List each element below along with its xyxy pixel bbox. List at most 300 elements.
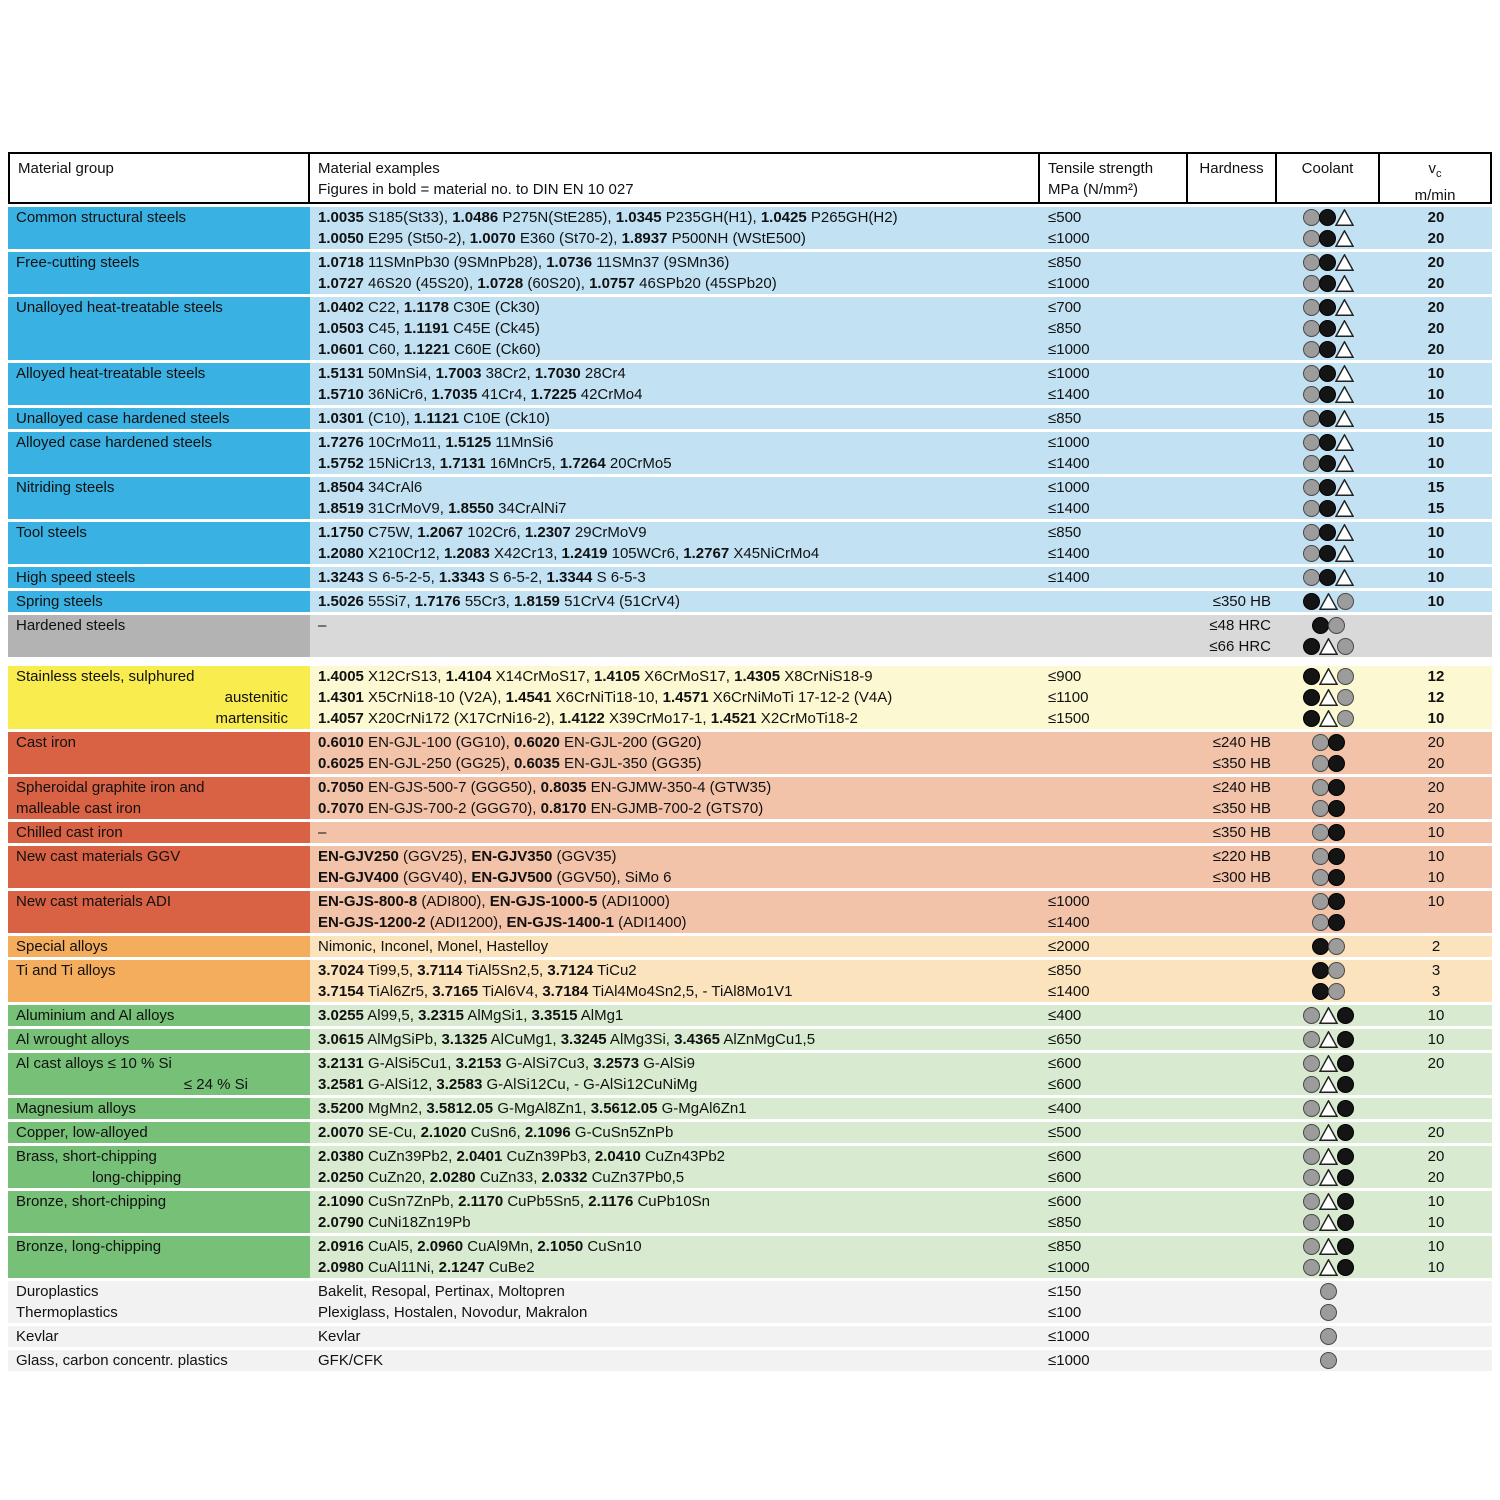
material-group-rows: [310, 960, 1492, 1002]
material-group-label: [8, 1326, 310, 1347]
coolant-cell: [1277, 320, 1380, 337]
black-circle-icon: [1312, 617, 1329, 634]
material-group-rows: [310, 1326, 1492, 1347]
black-circle-icon: [1328, 779, 1345, 796]
gray-circle-icon: [1337, 638, 1354, 655]
black-circle-icon: [1337, 1007, 1354, 1024]
gray-circle-icon: [1337, 689, 1354, 706]
header-material-examples-line2: Figures in bold = material no. to DIN EN 10 027: [318, 181, 634, 198]
tensile-strength-cell: ≤650: [1048, 1031, 1082, 1048]
table-row: [310, 666, 1492, 687]
vc-cell: 3: [1431, 983, 1441, 1000]
black-circle-icon: [1312, 938, 1329, 955]
material-group-label: [8, 732, 310, 774]
table-row: [310, 408, 1492, 429]
material-examples-cell: 3.0255 Al99,5, 3.2315 AlMgSi1, 3.3515 AlMg1: [318, 1007, 624, 1024]
tensile-strength-cell: ≤1400: [1048, 914, 1090, 931]
coolant-cell: [1277, 593, 1380, 610]
coolant-cell: [1277, 1169, 1380, 1186]
gray-circle-icon: [1328, 617, 1345, 634]
coolant-cell: [1277, 254, 1380, 271]
material-group: [8, 1191, 1492, 1233]
tensile-strength-cell: ≤500: [1048, 1124, 1082, 1141]
tensile-strength-cell: ≤600: [1048, 1148, 1082, 1165]
material-group-label: [8, 477, 310, 519]
material-group-rows: [310, 1281, 1492, 1323]
table-row: [310, 615, 1492, 636]
coolant-cell: [1277, 410, 1380, 427]
vc-cell: 20: [1427, 275, 1445, 292]
header-vc: [1380, 152, 1492, 204]
table-row: [310, 1053, 1492, 1074]
material-group: [8, 1005, 1492, 1026]
coolant-cell: [1277, 479, 1380, 496]
material-examples-cell: 3.5200 MgMn2, 3.5812.05 G-MgAl8Zn1, 3.5612.05 G-MgAl6Zn1: [318, 1100, 747, 1117]
material-examples-cell: Plexiglass, Hostalen, Novodur, Makralon: [318, 1304, 588, 1321]
material-group-label-line: Special alloys: [16, 938, 108, 955]
coolant-cell: [1277, 848, 1380, 865]
table-row: [310, 339, 1492, 360]
material-group-label: [8, 1098, 310, 1119]
gray-circle-icon: [1312, 869, 1329, 886]
black-circle-icon: [1328, 914, 1345, 931]
black-circle-icon: [1319, 455, 1336, 472]
vc-cell: 10: [1427, 1214, 1445, 1231]
material-examples-cell: 2.0980 CuAl11Ni, 2.1247 CuBe2: [318, 1259, 535, 1276]
gray-circle-icon: [1328, 983, 1345, 1000]
vc-cell: 20: [1427, 734, 1445, 751]
material-group: [8, 846, 1492, 888]
material-group-rows: [310, 363, 1492, 405]
triangle-icon: [1335, 500, 1354, 517]
gray-circle-icon: [1303, 1148, 1320, 1165]
vc-cell: 3: [1431, 962, 1441, 979]
triangle-icon: [1335, 386, 1354, 403]
tensile-strength-cell: ≤1000: [1048, 341, 1090, 358]
material-group-label-line: Aluminium and Al alloys: [16, 1007, 175, 1024]
material-group-label-line: Spheroidal graphite iron and: [16, 779, 205, 796]
material-group-label-line: malleable cast iron: [16, 800, 142, 817]
material-group-rows: [310, 1236, 1492, 1278]
tensile-strength-cell: ≤1000: [1048, 275, 1090, 292]
hardness-cell: ≤300 HB: [1212, 869, 1271, 886]
vc-cell: 20: [1427, 254, 1445, 271]
vc-cell: 20: [1427, 1148, 1445, 1165]
black-circle-icon: [1328, 848, 1345, 865]
table-row: [310, 432, 1492, 453]
material-group-rows: [310, 846, 1492, 888]
tensile-strength-cell: ≤2000: [1048, 938, 1090, 955]
material-group-label: [8, 666, 310, 729]
hardness-cell: ≤350 HB: [1212, 800, 1271, 817]
black-circle-icon: [1328, 755, 1345, 772]
vc-cell: 10: [1427, 593, 1445, 610]
triangle-icon: [1319, 1100, 1338, 1117]
black-circle-icon: [1337, 1031, 1354, 1048]
material-group-label-line: Copper, low-alloyed: [16, 1124, 148, 1141]
tensile-strength-cell: ≤1400: [1048, 983, 1090, 1000]
material-group-label-line: ≤ 24 % Si: [183, 1076, 248, 1093]
hardness-cell: ≤350 HB: [1212, 755, 1271, 772]
material-group-label-line: Bronze, long-chipping: [16, 1238, 162, 1255]
table-row: [310, 543, 1492, 564]
material-group-label-line: Unalloyed case hardened steels: [16, 410, 230, 427]
coolant-cell: [1277, 800, 1380, 817]
table-row: [310, 498, 1492, 519]
material-group-rows: [310, 936, 1492, 957]
vc-cell: 20: [1427, 320, 1445, 337]
triangle-icon: [1319, 593, 1338, 610]
tensile-strength-cell: ≤100: [1048, 1304, 1082, 1321]
table-row: [310, 867, 1492, 888]
material-group-label: [8, 1191, 310, 1233]
coolant-cell: [1277, 668, 1380, 685]
triangle-icon: [1335, 365, 1354, 382]
black-circle-icon: [1319, 569, 1336, 586]
hardness-cell: ≤48 HRC: [1209, 617, 1271, 634]
gray-circle-icon: [1337, 710, 1354, 727]
material-examples-cell: EN-GJS-800-8 (ADI800), EN-GJS-1000-5 (ADI1000): [318, 893, 670, 910]
header-coolant-label: Coolant: [1301, 160, 1354, 177]
material-group-label-line: long-chipping: [92, 1169, 182, 1186]
material-group-label-line: Alloyed heat-treatable steels: [16, 365, 206, 382]
hardness-cell: ≤66 HRC: [1209, 638, 1271, 655]
table-row: [310, 207, 1492, 228]
material-group: [8, 408, 1492, 429]
coolant-cell: [1277, 1193, 1380, 1210]
coolant-cell: [1277, 893, 1380, 910]
triangle-icon: [1319, 668, 1338, 685]
triangle-icon: [1335, 434, 1354, 451]
table-row: [310, 732, 1492, 753]
table-row: [310, 273, 1492, 294]
table-row: [310, 1191, 1492, 1212]
material-group-label: [8, 846, 310, 888]
header-material-examples: [310, 152, 1040, 204]
triangle-icon: [1335, 569, 1354, 586]
gray-circle-icon: [1303, 386, 1320, 403]
material-group: [8, 1122, 1492, 1143]
material-group: [8, 252, 1492, 294]
material-group-label-line: Magnesium alloys: [16, 1100, 137, 1117]
vc-cell: 20: [1427, 1169, 1445, 1186]
material-group-label-line: Duroplastics: [16, 1283, 99, 1300]
coolant-cell: [1277, 341, 1380, 358]
material-examples-cell: 1.2080 X210Cr12, 1.2083 X42Cr13, 1.2419 105WCr6, 1.2767 X45NiCrMo4: [318, 545, 820, 562]
gray-circle-icon: [1303, 1238, 1320, 1255]
material-group-label-line: austenitic: [224, 689, 288, 706]
material-examples-cell: 1.5131 50MnSi4, 1.7003 38Cr2, 1.7030 28Cr4: [318, 365, 626, 382]
triangle-icon: [1335, 230, 1354, 247]
black-circle-icon: [1337, 1076, 1354, 1093]
gray-circle-icon: [1303, 341, 1320, 358]
table-row: [310, 960, 1492, 981]
gray-circle-icon: [1303, 254, 1320, 271]
gray-circle-icon: [1337, 593, 1354, 610]
gray-circle-icon: [1303, 1076, 1320, 1093]
triangle-icon: [1319, 1259, 1338, 1276]
header-tensile-strength: [1040, 152, 1188, 204]
tensile-strength-cell: ≤1000: [1048, 434, 1090, 451]
tensile-strength-cell: ≤850: [1048, 320, 1082, 337]
material-examples-cell: 1.4005 X12CrS13, 1.4104 X14CrMoS17, 1.4105 X6CrMoS17, 1.4305 X8CrNiS18-9: [318, 668, 873, 685]
black-circle-icon: [1319, 341, 1336, 358]
hardness-cell: ≤350 HB: [1212, 824, 1271, 841]
coolant-cell: [1277, 1031, 1380, 1048]
table-row: [310, 1029, 1492, 1050]
vc-cell: 15: [1427, 500, 1445, 517]
material-group-label: [8, 522, 310, 564]
header-material-group: [8, 152, 310, 204]
table-row: [310, 687, 1492, 708]
material-group-label: [8, 1236, 310, 1278]
material-group-label-line: Al wrought alloys: [16, 1031, 130, 1048]
triangle-icon: [1319, 1148, 1338, 1165]
material-group-label-line: Nitriding steels: [16, 479, 115, 496]
table-row: [310, 1146, 1492, 1167]
material-group-label-line: Hardened steels: [16, 617, 126, 634]
header-material-group-label: Material group: [18, 160, 114, 177]
material-examples-cell: 1.0035 S185(St33), 1.0486 P275N(StE285), 1.0345 P235GH(H1), 1.0425 P265GH(H2): [318, 209, 898, 226]
tensile-strength-cell: ≤600: [1048, 1055, 1082, 1072]
material-group-rows: [310, 1122, 1492, 1143]
material-group: [8, 936, 1492, 957]
material-group-label: [8, 891, 310, 933]
tensile-strength-cell: ≤1400: [1048, 545, 1090, 562]
material-examples-cell: 1.5026 55Si7, 1.7176 55Cr3, 1.8159 51CrV4 (51CrV4): [318, 593, 680, 610]
coolant-cell: [1277, 734, 1380, 751]
material-examples-cell: 1.3243 S 6-5-2-5, 1.3343 S 6-5-2, 1.3344 S 6-5-3: [318, 569, 646, 586]
material-group-label-line: Stainless steels, sulphured: [16, 668, 195, 685]
table-row: [310, 1350, 1492, 1371]
material-examples-cell: EN-GJV250 (GGV25), EN-GJV350 (GGV35): [318, 848, 617, 865]
table-row: [310, 522, 1492, 543]
coolant-cell: [1277, 1304, 1380, 1321]
gray-circle-icon: [1312, 779, 1329, 796]
material-group: [8, 1236, 1492, 1278]
black-circle-icon: [1303, 710, 1320, 727]
coolant-cell: [1277, 938, 1380, 955]
triangle-icon: [1335, 209, 1354, 226]
material-group-label-line: Cast iron: [16, 734, 77, 751]
material-group: [8, 1281, 1492, 1323]
vc-cell: 10: [1427, 1238, 1445, 1255]
header-coolant: [1277, 152, 1380, 204]
hardness-cell: ≤240 HB: [1212, 734, 1271, 751]
coolant-cell: [1277, 500, 1380, 517]
material-group-rows: [310, 522, 1492, 564]
material-group-rows: [310, 297, 1492, 360]
material-group: [8, 1029, 1492, 1050]
black-circle-icon: [1337, 1124, 1354, 1141]
material-group: [8, 522, 1492, 564]
tensile-strength-cell: ≤1000: [1048, 893, 1090, 910]
table-row: [310, 477, 1492, 498]
tensile-strength-cell: ≤900: [1048, 668, 1082, 685]
header-hardness: [1188, 152, 1277, 204]
material-group-label: [8, 1281, 310, 1323]
tensile-strength-cell: ≤1000: [1048, 1352, 1090, 1369]
material-group-label: [8, 936, 310, 957]
triangle-icon: [1335, 275, 1354, 292]
coolant-cell: [1277, 779, 1380, 796]
gray-circle-icon: [1303, 1055, 1320, 1072]
triangle-icon: [1319, 1124, 1338, 1141]
material-examples-cell: 1.5752 15NiCr13, 1.7131 16MnCr5, 1.7264 20CrMo5: [318, 455, 672, 472]
table-row: [310, 636, 1492, 657]
table-row: [310, 1236, 1492, 1257]
gray-circle-icon: [1328, 938, 1345, 955]
table-row: [310, 1005, 1492, 1026]
black-circle-icon: [1328, 869, 1345, 886]
coolant-cell: [1277, 689, 1380, 706]
coolant-cell: [1277, 569, 1380, 586]
material-group-rows: [310, 1350, 1492, 1371]
gray-circle-icon: [1320, 1352, 1337, 1369]
gray-circle-icon: [1303, 455, 1320, 472]
material-examples-cell: –: [318, 824, 327, 841]
tensile-strength-cell: ≤1400: [1048, 386, 1090, 403]
vc-cell: 10: [1427, 893, 1445, 910]
tensile-strength-cell: ≤850: [1048, 962, 1082, 979]
gray-circle-icon: [1312, 755, 1329, 772]
material-group: [8, 297, 1492, 360]
black-circle-icon: [1319, 434, 1336, 451]
table-row: [310, 936, 1492, 957]
table-header: [8, 152, 1492, 204]
material-group-label: [8, 822, 310, 843]
gray-circle-icon: [1320, 1304, 1337, 1321]
black-circle-icon: [1312, 962, 1329, 979]
material-group-rows: [310, 207, 1492, 249]
table-row: [310, 318, 1492, 339]
black-circle-icon: [1328, 800, 1345, 817]
coolant-cell: [1277, 1100, 1380, 1117]
gray-circle-icon: [1303, 1031, 1320, 1048]
tensile-strength-cell: ≤600: [1048, 1193, 1082, 1210]
material-group-label-line: Ti and Ti alloys: [16, 962, 116, 979]
table-row: [310, 822, 1492, 843]
vc-cell: 10: [1427, 710, 1445, 727]
gray-circle-icon: [1303, 1214, 1320, 1231]
gray-circle-icon: [1303, 209, 1320, 226]
gray-circle-icon: [1312, 914, 1329, 931]
gray-circle-icon: [1303, 275, 1320, 292]
black-circle-icon: [1337, 1193, 1354, 1210]
vc-cell: 15: [1427, 479, 1445, 496]
table-row: [310, 1074, 1492, 1095]
vc-cell: 20: [1427, 1124, 1445, 1141]
material-examples-cell: 1.0718 11SMnPb30 (9SMnPb28), 1.0736 11SMn37 (9SMn36): [318, 254, 730, 271]
material-group-label-line: Spring steels: [16, 593, 103, 610]
gray-circle-icon: [1312, 734, 1329, 751]
table-row: [310, 567, 1492, 588]
material-examples-cell: Bakelit, Resopal, Pertinax, Moltopren: [318, 1283, 565, 1300]
material-group-label: [8, 408, 310, 429]
vc-cell: 10: [1427, 824, 1445, 841]
material-group-label-line: Common structural steels: [16, 209, 187, 226]
vc-cell: 20: [1427, 800, 1445, 817]
hardness-cell: ≤240 HB: [1212, 779, 1271, 796]
material-group: [8, 822, 1492, 843]
material-group-rows: [310, 1098, 1492, 1119]
material-group: [8, 666, 1492, 729]
black-circle-icon: [1303, 689, 1320, 706]
material-group-rows: [310, 1005, 1492, 1026]
table-row: [310, 453, 1492, 474]
triangle-icon: [1319, 1055, 1338, 1072]
material-group-label-line: Al cast alloys ≤ 10 % Si: [16, 1055, 172, 1072]
coolant-cell: [1277, 524, 1380, 541]
material-group-label: [8, 252, 310, 294]
triangle-icon: [1319, 1031, 1338, 1048]
coolant-cell: [1277, 1076, 1380, 1093]
material-examples-cell: 1.0601 C60, 1.1221 C60E (Ck60): [318, 341, 541, 358]
material-group-rows: [310, 432, 1492, 474]
vc-cell: 20: [1427, 779, 1445, 796]
vc-cell: 20: [1427, 209, 1445, 226]
material-examples-cell: EN-GJV400 (GGV40), EN-GJV500 (GGV50), SiMo 6: [318, 869, 672, 886]
black-circle-icon: [1328, 734, 1345, 751]
material-group-rows: [310, 1029, 1492, 1050]
material-examples-cell: –: [318, 617, 327, 634]
triangle-icon: [1335, 320, 1354, 337]
black-circle-icon: [1319, 410, 1336, 427]
coolant-cell: [1277, 824, 1380, 841]
coolant-cell: [1277, 1148, 1380, 1165]
gray-circle-icon: [1312, 893, 1329, 910]
triangle-icon: [1335, 299, 1354, 316]
material-examples-cell: 1.8504 34CrAl6: [318, 479, 423, 496]
material-group-label-line: Free-cutting steels: [16, 254, 140, 271]
black-circle-icon: [1319, 365, 1336, 382]
table-row: [310, 1212, 1492, 1233]
vc-cell: 20: [1427, 341, 1445, 358]
tensile-strength-cell: ≤600: [1048, 1076, 1082, 1093]
table-row: [310, 1167, 1492, 1188]
material-group: [8, 1350, 1492, 1371]
table-row: [310, 891, 1492, 912]
triangle-icon: [1319, 1193, 1338, 1210]
vc-cell: 10: [1427, 1007, 1445, 1024]
material-group-label: [8, 777, 310, 819]
vc-cell: 10: [1427, 386, 1445, 403]
material-group-label-line: New cast materials ADI: [16, 893, 172, 910]
material-group-rows: [310, 1146, 1492, 1188]
table-row: [310, 252, 1492, 273]
material-group-rows: [310, 591, 1492, 612]
material-examples-cell: 3.2131 G-AlSi5Cu1, 3.2153 G-AlSi7Cu3, 3.2573 G-AlSi9: [318, 1055, 695, 1072]
coolant-cell: [1277, 638, 1380, 655]
material-examples-cell: 2.0790 CuNi18Zn19Pb: [318, 1214, 471, 1231]
vc-cell: 12: [1427, 689, 1445, 706]
table-row: [310, 1257, 1492, 1278]
material-group-label-line: Glass, carbon concentr. plastics: [16, 1352, 228, 1369]
material-examples-cell: 2.0070 SE-Cu, 2.1020 CuSn6, 2.1096 G-CuSn5ZnPb: [318, 1124, 674, 1141]
table-row: [310, 297, 1492, 318]
triangle-icon: [1335, 524, 1354, 541]
material-group-rows: [310, 891, 1492, 933]
coolant-cell: [1277, 1259, 1380, 1276]
material-group-label-line: Thermoplastics: [16, 1304, 118, 1321]
material-examples-cell: 1.0301 (C10), 1.1121 C10E (Ck10): [318, 410, 550, 427]
black-circle-icon: [1319, 230, 1336, 247]
coolant-cell: [1277, 1238, 1380, 1255]
tensile-strength-cell: ≤600: [1048, 1169, 1082, 1186]
header-material-examples-line1: Material examples: [318, 160, 440, 177]
table-row: [310, 1326, 1492, 1347]
table-row: [310, 363, 1492, 384]
